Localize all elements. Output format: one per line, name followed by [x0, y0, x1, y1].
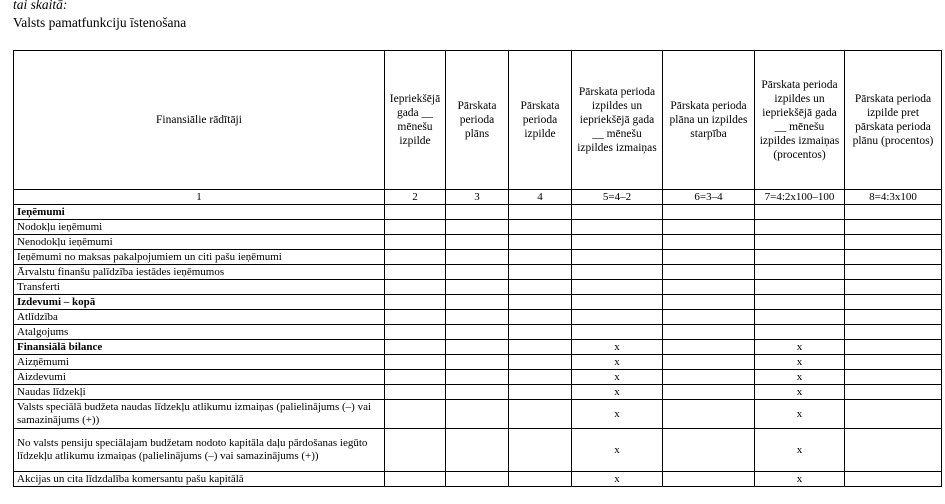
cell-col7: x [755, 370, 845, 385]
cell-col5: x [572, 355, 663, 370]
cell-col7: x [755, 340, 845, 355]
empty-cell [509, 265, 572, 280]
empty-cell [663, 355, 755, 370]
cell-col5: x [572, 340, 663, 355]
empty-cell [663, 280, 755, 295]
cell-col7: x [755, 429, 845, 472]
empty-cell [509, 472, 572, 487]
table-row [14, 355, 942, 370]
empty-cell [663, 310, 755, 325]
empty-cell [509, 370, 572, 385]
empty-cell [446, 385, 509, 400]
empty-cell [509, 280, 572, 295]
row-label: Ieņēmumi [14, 205, 385, 220]
table-row [14, 205, 942, 220]
cell-col7 [755, 295, 845, 310]
table-row [14, 235, 942, 250]
cell-col7: x [755, 400, 845, 429]
empty-cell [446, 265, 509, 280]
table-row [14, 265, 942, 280]
row-label: Nodokļu ieņēmumi [14, 220, 385, 235]
empty-cell [845, 205, 942, 220]
empty-cell [845, 220, 942, 235]
empty-cell [845, 355, 942, 370]
cell-col5 [572, 235, 663, 250]
empty-cell [845, 310, 942, 325]
cell-col7: x [755, 385, 845, 400]
cell-col5: x [572, 370, 663, 385]
empty-cell [509, 325, 572, 340]
cell-col7 [755, 250, 845, 265]
cell-col7 [755, 220, 845, 235]
empty-cell [509, 205, 572, 220]
empty-cell [385, 400, 446, 429]
empty-cell [385, 235, 446, 250]
empty-cell [446, 235, 509, 250]
empty-cell [845, 325, 942, 340]
empty-cell [509, 250, 572, 265]
header-cell: Finansiālie rādītāji [14, 51, 385, 190]
empty-cell [509, 355, 572, 370]
cell-col5: x [572, 429, 663, 472]
heading-subtitle: tai skaitā: [13, 0, 68, 12]
row-label: Naudas līdzekļi [14, 385, 385, 400]
empty-cell [845, 280, 942, 295]
header-cell: Pārskata perioda izpildes un iepriekšējā gada __ mēnešu izpildes izmaiņas (procentos) [755, 51, 845, 190]
row-label: No valsts pensiju speciālajam budžetam nodoto kapitāla daļu pārdošanas iegūto līdzekļu atlikumu izmaiņas (palielinājums (–) vai samazinājums (+)) [14, 429, 385, 472]
cell-col5: x [572, 385, 663, 400]
empty-cell [509, 340, 572, 355]
table-row [14, 295, 942, 310]
empty-cell [845, 429, 942, 472]
row-label: Aizdevumi [14, 370, 385, 385]
column-number-row [14, 190, 942, 205]
row-label: Nenodokļu ieņēmumi [14, 235, 385, 250]
empty-cell [385, 205, 446, 220]
financial-indicators-table [13, 50, 942, 487]
empty-cell [446, 429, 509, 472]
cell-col5 [572, 220, 663, 235]
empty-cell [663, 295, 755, 310]
empty-cell [845, 370, 942, 385]
empty-cell [509, 385, 572, 400]
table-row [14, 250, 942, 265]
empty-cell [385, 280, 446, 295]
header-cell: Pārskata perioda plāns [446, 51, 509, 190]
empty-cell [446, 220, 509, 235]
empty-cell [385, 265, 446, 280]
empty-cell [385, 340, 446, 355]
empty-cell [845, 472, 942, 487]
column-number: 1 [14, 190, 385, 205]
cell-col7 [755, 265, 845, 280]
table-row [14, 429, 942, 472]
empty-cell [663, 472, 755, 487]
empty-cell [446, 370, 509, 385]
row-label: Akcijas un cita līdzdalība komersantu pašu kapitālā [14, 472, 385, 487]
row-label: Transferti [14, 280, 385, 295]
empty-cell [446, 205, 509, 220]
header-cell: Pārskata perioda izpilde pret pārskata perioda plānu (procentos) [845, 51, 942, 190]
row-label: Ieņēmumi no maksas pakalpojumiem un citi pašu ieņēmumi [14, 250, 385, 265]
table-row [14, 220, 942, 235]
table-row [14, 280, 942, 295]
empty-cell [446, 340, 509, 355]
table-row [14, 385, 942, 400]
header-cell: Iepriekšējā gada __ mēnešu izpilde [385, 51, 446, 190]
row-label: Valsts speciālā budžeta naudas līdzekļu atlikumu izmaiņas (palielinājums (–) vai samazinājums (+)) [14, 400, 385, 429]
empty-cell [663, 250, 755, 265]
column-number: 5=4–2 [572, 190, 663, 205]
table-row [14, 325, 942, 340]
empty-cell [509, 235, 572, 250]
empty-cell [845, 340, 942, 355]
row-label: Finansiālā bilance [14, 340, 385, 355]
empty-cell [663, 370, 755, 385]
table-row [14, 400, 942, 429]
cell-col7 [755, 205, 845, 220]
cell-col5: x [572, 472, 663, 487]
empty-cell [663, 325, 755, 340]
empty-cell [385, 310, 446, 325]
header-row [14, 51, 942, 190]
empty-cell [446, 280, 509, 295]
empty-cell [446, 250, 509, 265]
empty-cell [663, 340, 755, 355]
empty-cell [446, 355, 509, 370]
cell-col7: x [755, 472, 845, 487]
cell-col7 [755, 310, 845, 325]
row-label: Atlīdzība [14, 310, 385, 325]
table-body [14, 205, 942, 487]
cell-col5 [572, 205, 663, 220]
empty-cell [663, 220, 755, 235]
cell-col7: x [755, 355, 845, 370]
empty-cell [845, 235, 942, 250]
empty-cell [446, 295, 509, 310]
column-number: 7=4:2x100–100 [755, 190, 845, 205]
column-number: 4 [509, 190, 572, 205]
cell-col5 [572, 310, 663, 325]
table-row [14, 472, 942, 487]
header-cell: Pārskata perioda izpilde [509, 51, 572, 190]
column-number: 2 [385, 190, 446, 205]
empty-cell [509, 310, 572, 325]
empty-cell [663, 400, 755, 429]
empty-cell [446, 325, 509, 340]
header-cell: Pārskata perioda izpildes un iepriekšējā gada __ mēnešu izpildes izmaiņas [572, 51, 663, 190]
row-label: Izdevumi – kopā [14, 295, 385, 310]
cell-col5 [572, 250, 663, 265]
empty-cell [385, 250, 446, 265]
empty-cell [446, 400, 509, 429]
empty-cell [509, 400, 572, 429]
column-number: 8=4:3x100 [845, 190, 942, 205]
cell-col5 [572, 265, 663, 280]
table-row [14, 340, 942, 355]
cell-col5 [572, 295, 663, 310]
empty-cell [509, 220, 572, 235]
table-row [14, 370, 942, 385]
empty-cell [663, 429, 755, 472]
empty-cell [446, 310, 509, 325]
empty-cell [385, 295, 446, 310]
empty-cell [663, 265, 755, 280]
empty-cell [845, 250, 942, 265]
empty-cell [385, 429, 446, 472]
empty-cell [385, 355, 446, 370]
cell-col5 [572, 325, 663, 340]
empty-cell [446, 472, 509, 487]
empty-cell [663, 205, 755, 220]
cell-col7 [755, 280, 845, 295]
empty-cell [663, 235, 755, 250]
empty-cell [385, 325, 446, 340]
column-number: 3 [446, 190, 509, 205]
cell-col5: x [572, 400, 663, 429]
table-row [14, 310, 942, 325]
empty-cell [385, 370, 446, 385]
empty-cell [663, 385, 755, 400]
row-label: Atalgojums [14, 325, 385, 340]
row-label: Ārvalstu finanšu palīdzība iestādes ieņēmumos [14, 265, 385, 280]
empty-cell [509, 429, 572, 472]
empty-cell [385, 472, 446, 487]
empty-cell [845, 265, 942, 280]
empty-cell [845, 295, 942, 310]
cell-col5 [572, 280, 663, 295]
row-label: Aizņēmumi [14, 355, 385, 370]
empty-cell [845, 400, 942, 429]
cell-col7 [755, 235, 845, 250]
column-number: 6=3–4 [663, 190, 755, 205]
empty-cell [385, 385, 446, 400]
heading-title: Valsts pamatfunkciju īstenošana [13, 15, 187, 30]
empty-cell [385, 220, 446, 235]
empty-cell [845, 385, 942, 400]
cell-col7 [755, 325, 845, 340]
empty-cell [509, 295, 572, 310]
header-cell: Pārskata perioda plāna un izpildes starpība [663, 51, 755, 190]
